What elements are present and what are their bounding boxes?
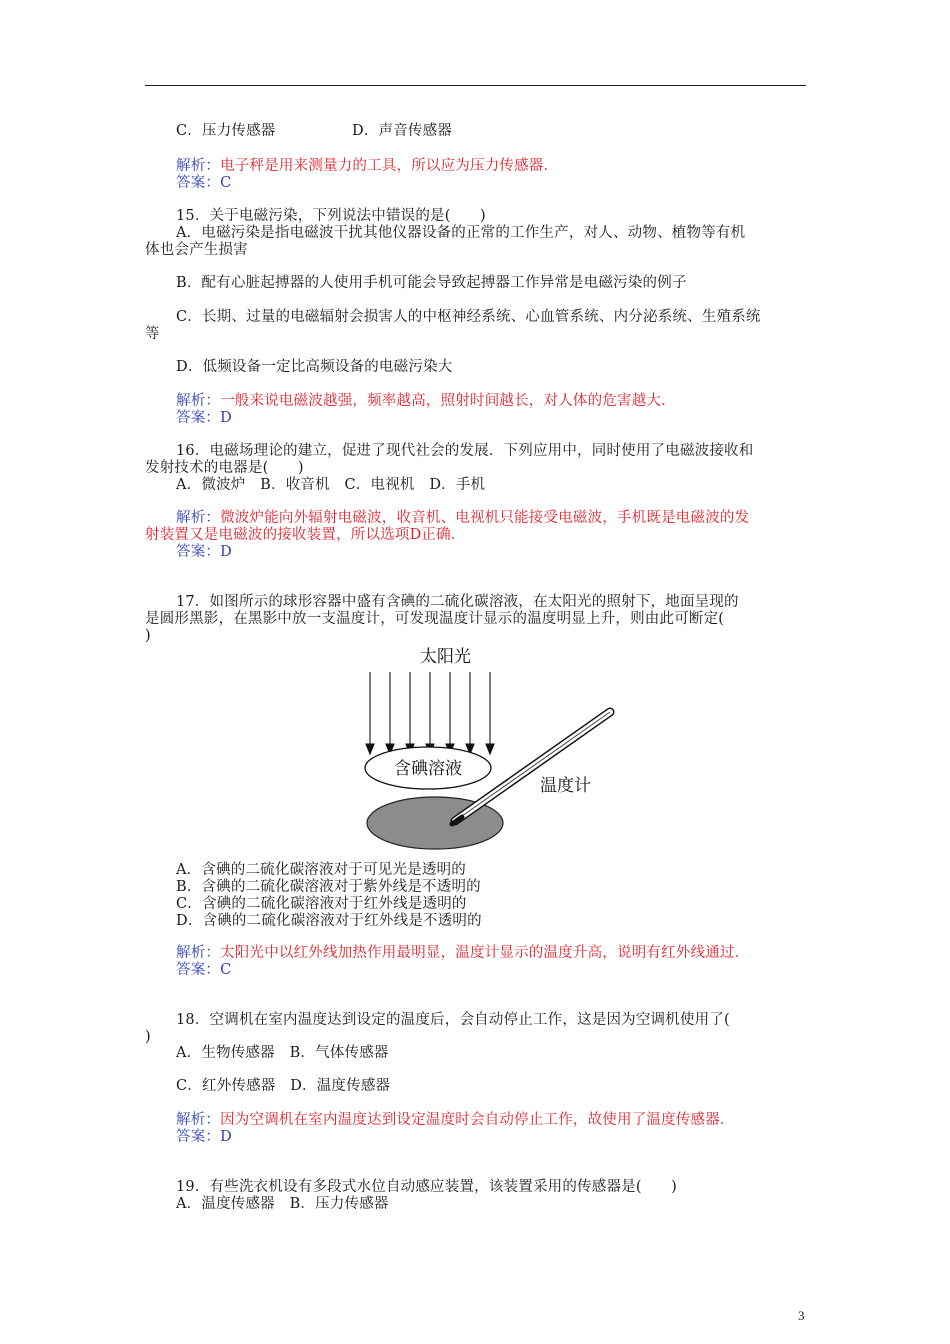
q14-explanation-text: 电子秤是用来测量力的工具，所以应为压力传感器． [220,158,559,174]
sunlight-thermometer-figure [360,640,630,855]
q14-answer: 答案：C [176,175,232,191]
q15-option-c: C．长期、过量的电磁辐射会损害人的中枢神经系统、心血管系统、内分泌系统、生殖系统 [176,309,761,325]
q17-option-d: D．含碘的二硫化碳溶液对于红外线是不透明的 [176,913,482,929]
q15-option-d: D．低频设备一定比高频设备的电磁污染大 [176,359,453,375]
q17-answer: 答案：C [176,962,232,978]
q17-stem: 17．如图所示的球形容器中盛有含碘的二硫化碳溶液，在太阳光的照射下，地面呈现的 [176,594,739,610]
q18-answer: 答案：D [176,1129,232,1145]
q16-explanation [176,510,749,527]
q15-option-a-cont: 体也会产生损害 [145,242,248,258]
q17-stem-end: ) [145,628,151,644]
q16-explanation-cont: 射装置又是电磁波的接收装置，所以选项D正确． [145,527,466,543]
q16-options: A．微波炉 B．收音机 C．电视机 D．手机 [176,477,486,493]
jiexi-label: 解析： [176,510,221,526]
q19-stem: 19．有些洗衣机设有多段式水位自动感应装置，该装置采用的传感器是( ) [176,1179,677,1195]
ray-1-arrowhead [366,744,374,754]
q17-stem-cont: 是圆形黑影，在黑影中放一支温度计，可发现温度计显示的温度明显上升，则由此可断定( [145,611,725,627]
q18-options-cd: C．红外传感器 D．温度传感器 [176,1078,391,1094]
q18-stem-end: ) [145,1029,151,1045]
q17-explanation [176,945,749,962]
header-rule [145,85,806,86]
q17-option-b: B．含碘的二硫化碳溶液对于紫外线是不透明的 [176,879,481,895]
q15-option-a: A．电磁污染是指电磁波干扰其他仪器设备的正常的工作生产，对人、动物、植物等有机 [176,225,746,241]
q16-stem-cont: 发射技术的电器是( ) [145,460,304,476]
q19-options-ab: A．温度传感器 B．压力传感器 [176,1196,389,1212]
q17-option-c: C．含碘的二硫化碳溶液对于红外线是透明的 [176,896,467,912]
q16-stem: 16．电磁场理论的建立，促进了现代社会的发展．下列应用中，同时使用了电磁波接收和 [176,443,754,459]
q16-explanation-text: 微波炉能向外辐射电磁波，收音机、电视机只能接受电磁波，手机既是电磁波的发 [220,510,750,526]
q17-explanation-text: 太阳光中以红外线加热作用最明显，温度计显示的温度升高，说明有红外线通过． [220,945,750,961]
q14-option-c: C．压力传感器 [176,123,276,139]
jiexi-label: 解析： [176,158,221,174]
q15-stem: 15．关于电磁污染，下列说法中错误的是( ) [176,208,486,224]
page-number: 3 [798,1308,805,1323]
sun-rays [366,672,494,754]
q15-option-b: B．配有心脏起搏器的人使用手机可能会导致起搏器工作异常是电磁污染的例子 [176,275,687,291]
q14-explanation [176,158,558,175]
jiexi-label: 解析： [176,945,221,961]
q16-answer: 答案：D [176,544,232,560]
q18-explanation-text: 因为空调机在室内温度达到设定温度时会自动停止工作，故使用了温度传感器． [220,1112,735,1128]
q18-explanation [176,1112,735,1129]
q15-option-c-cont: 等 [145,326,160,342]
q17-option-a: A．含碘的二硫化碳溶液对于可见光是透明的 [176,862,466,878]
q18-options-ab: A．生物传感器 B．气体传感器 [176,1045,389,1061]
fig-label-solution: 含碘溶液 [394,759,462,779]
jiexi-label: 解析： [176,393,221,409]
q15-explanation [176,393,676,410]
q14-option-d: D．声音传感器 [352,123,453,139]
fig-label-sunlight: 太阳光 [420,647,471,667]
jiexi-label: 解析： [176,1112,221,1128]
q15-explanation-text: 一般来说电磁波越强，频率越高，照射时间越长，对人体的危害越大． [220,393,676,409]
fig-label-thermometer: 温度计 [540,776,591,796]
ray-7-arrowhead [486,744,494,754]
q18-stem: 18．空调机在室内温度达到设定的温度后，会自动停止工作，这是因为空调机使用了( [176,1012,730,1028]
q15-answer: 答案：D [176,410,232,426]
